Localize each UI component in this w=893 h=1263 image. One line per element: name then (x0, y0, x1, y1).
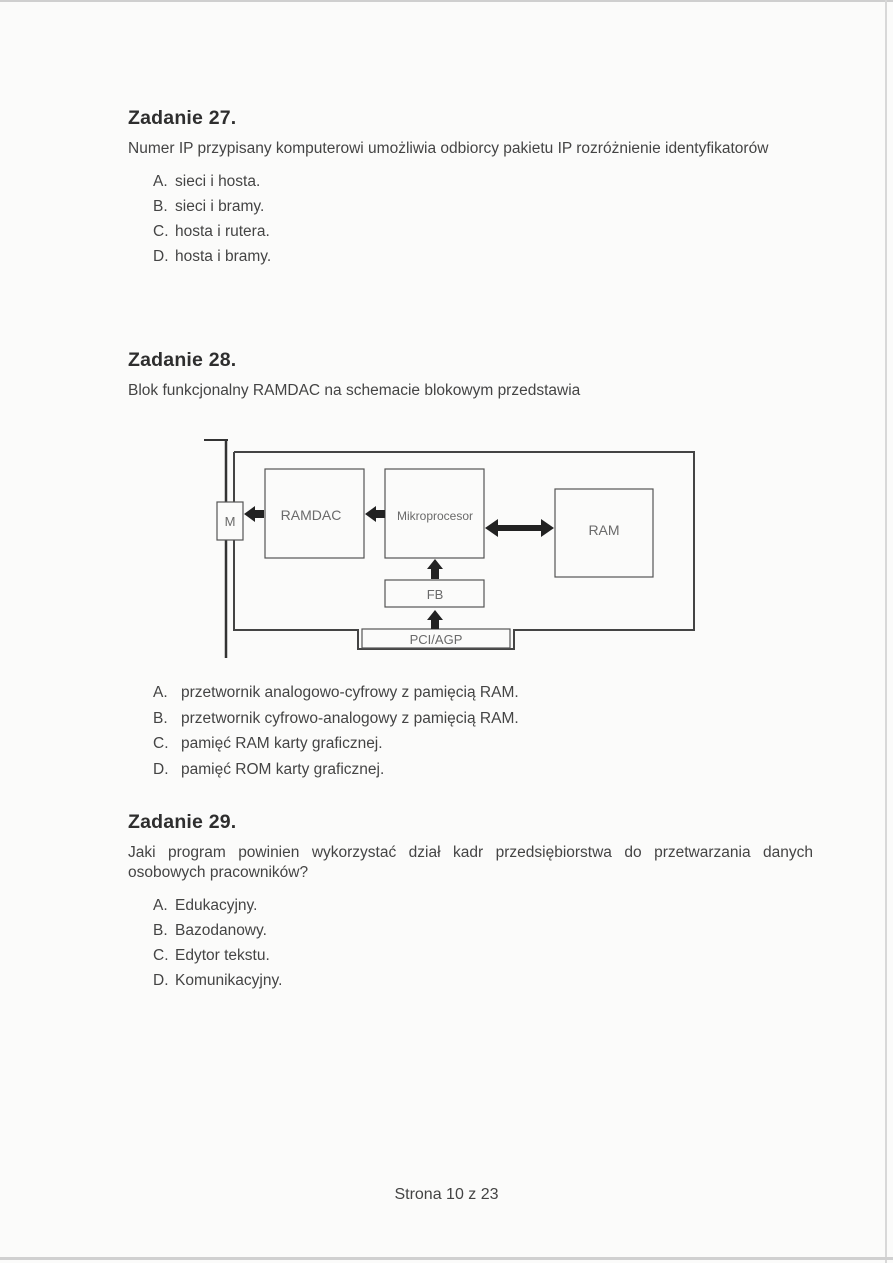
graphics-card-block-diagram (200, 432, 700, 662)
answer-text: hosta i bramy. (175, 248, 272, 265)
task-29-question: Jaki program powinien wykorzystać dział kadr przedsiębiorstwa do przetwarzania danych osobowych pracowników? (128, 844, 813, 881)
answer-text: przetwornik cyfrowo-analogowy z pamięcią RAM. (181, 709, 519, 727)
fb-label: FB (426, 587, 444, 602)
task-29-answer-d[interactable] (153, 968, 813, 993)
task-29-answers (128, 893, 813, 993)
answer-text: hosta i rutera. (175, 223, 270, 240)
page-edge-right (885, 0, 887, 1263)
arrow-fb-to-cpu (427, 559, 443, 579)
pci-agp-label: PCI/AGP (409, 632, 463, 647)
ramdac-label: RAMDAC (280, 507, 342, 523)
answer-text: sieci i hosta. (175, 173, 261, 190)
task-29-answer-b[interactable] (153, 918, 813, 943)
answer-text: Edytor tekstu. (175, 947, 270, 964)
board-outline (234, 452, 694, 649)
task-27-answer-d[interactable] (153, 244, 813, 269)
answer-text: sieci i bramy. (175, 198, 265, 215)
answer-letter: D. (153, 972, 169, 989)
task-27-answer-c[interactable] (153, 219, 813, 244)
task-29-answer-a[interactable] (153, 893, 813, 918)
task-29-title: Zadanie 29. (128, 811, 237, 833)
arrow-cpu-ram-bidirectional (485, 519, 554, 537)
answer-letter: C. (153, 223, 169, 240)
task-27-answers (128, 169, 813, 269)
task-28-answer-d[interactable] (153, 757, 519, 783)
answer-text: pamięć RAM karty graficznej. (181, 735, 383, 752)
answer-letter: B. (153, 709, 168, 727)
arrow-ramdac-to-m (244, 506, 264, 522)
page-edge-top (0, 0, 893, 2)
task-29 (128, 810, 813, 993)
diagram-svg (200, 432, 700, 662)
task-28-answers (153, 680, 519, 782)
task-29-answer-c[interactable] (153, 943, 813, 968)
answer-letter: D. (153, 760, 169, 778)
task-27-answer-b[interactable] (153, 194, 813, 219)
task-28 (128, 348, 813, 401)
microprocessor-label: Mikroprocesor (396, 509, 474, 523)
task-27-question: Numer IP przypisany komputerowi umożliwia odbiorcy pakietu IP rozróżnienie identyfikatorów (128, 140, 769, 157)
answer-text: pamięć ROM karty graficznej. (181, 760, 385, 778)
answer-letter: A. (153, 897, 168, 914)
arrow-pci-to-fb (427, 610, 443, 629)
answer-text: przetwornik analogowo-cyfrowy z pamięcią RAM. (181, 684, 519, 701)
task-28-title: Zadanie 28. (128, 349, 237, 371)
answer-text: Edukacyjny. (175, 897, 258, 914)
answer-letter: D. (153, 248, 169, 265)
m-label: M (224, 514, 236, 529)
answer-letter: C. (153, 947, 169, 964)
task-28-answer-c[interactable] (153, 731, 519, 757)
task-28-answer-a[interactable] (153, 680, 519, 706)
task-27-answer-a[interactable] (153, 169, 813, 194)
answer-letter: B. (153, 198, 168, 215)
answer-letter: A. (153, 684, 168, 701)
task-27 (128, 106, 813, 269)
task-28-answer-b[interactable] (153, 706, 519, 732)
answer-letter: B. (153, 922, 168, 939)
arrow-cpu-to-ramdac (365, 506, 385, 522)
page-edge-bottom (0, 1257, 893, 1260)
task-27-title: Zadanie 27. (128, 107, 237, 129)
ram-label: RAM (588, 522, 620, 538)
page-number: Strona 10 z 23 (394, 1186, 499, 1203)
answer-letter: C. (153, 735, 169, 752)
answer-text: Komunikacyjny. (175, 972, 283, 989)
task-28-question: Blok funkcjonalny RAMDAC na schemacie blokowym przedstawia (128, 382, 581, 399)
answer-text: Bazodanowy. (175, 922, 267, 939)
answer-letter: A. (153, 173, 168, 190)
